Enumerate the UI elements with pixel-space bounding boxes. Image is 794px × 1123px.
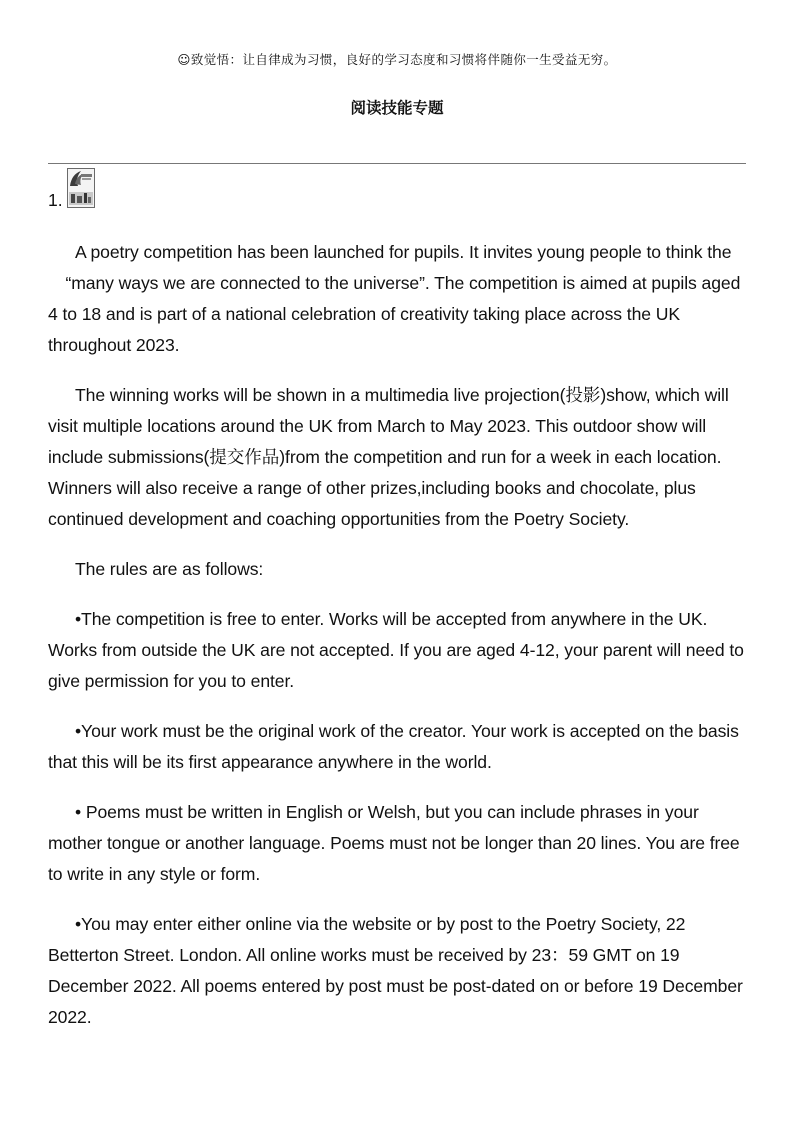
paragraph: The rules are as follows: xyxy=(75,559,264,579)
divider xyxy=(48,163,746,164)
rule-item: •You may enter either online via the website or by post to the Poetry Society, 22 Betterton Street. London. All online works must be received by 23：59 GMT on 19 December 2022. All poems entered by post must be post-dated on or before 19 December 2022. xyxy=(48,914,743,1027)
question-number: 1. xyxy=(48,190,63,210)
motto-header: ☺致觉悟：让自律成为习惯，良好的学习态度和习惯将伴随你一生受益无穷。 xyxy=(177,52,617,67)
poetry-society-logo-icon xyxy=(67,168,95,208)
paragraph: A poetry competition has been launched for pupils. It invites young people to think the “many ways we are connected to the universe”. The competition is aimed at pupils aged 4 to 18 and is part of a national celebration of creativity taking place across the UK throughout 2023. xyxy=(48,242,741,355)
passage-body xyxy=(48,237,750,1052)
page-title: 阅读技能专题 xyxy=(350,99,444,117)
rule-item: •The competition is free to enter. Works will be accepted from anywhere in the UK. Works from outside the UK are not accepted. If you are aged 4-12, your parent will need to give permission for you to enter. xyxy=(48,609,744,691)
rule-item: • Poems must be written in English or Welsh, but you can include phrases in your mother tongue or another language. Poems must not be longer than 20 lines. You are free to write in any style or form. xyxy=(48,802,740,884)
paragraph: The winning works will be shown in a multimedia live projection(投影)show, which will visit multiple locations around the UK from March to May 2023. This outdoor show will include submissions(提交作品)from the competition and run for a week in each location. Winners will also receive a range of other prizes,including books and chocolate, plus continued development and coaching opportunities from the Poetry Society. xyxy=(48,385,729,529)
rule-item: •Your work must be the original work of the creator. Your work is accepted on the basis that this will be its first appearance anywhere in the world. xyxy=(48,721,739,772)
